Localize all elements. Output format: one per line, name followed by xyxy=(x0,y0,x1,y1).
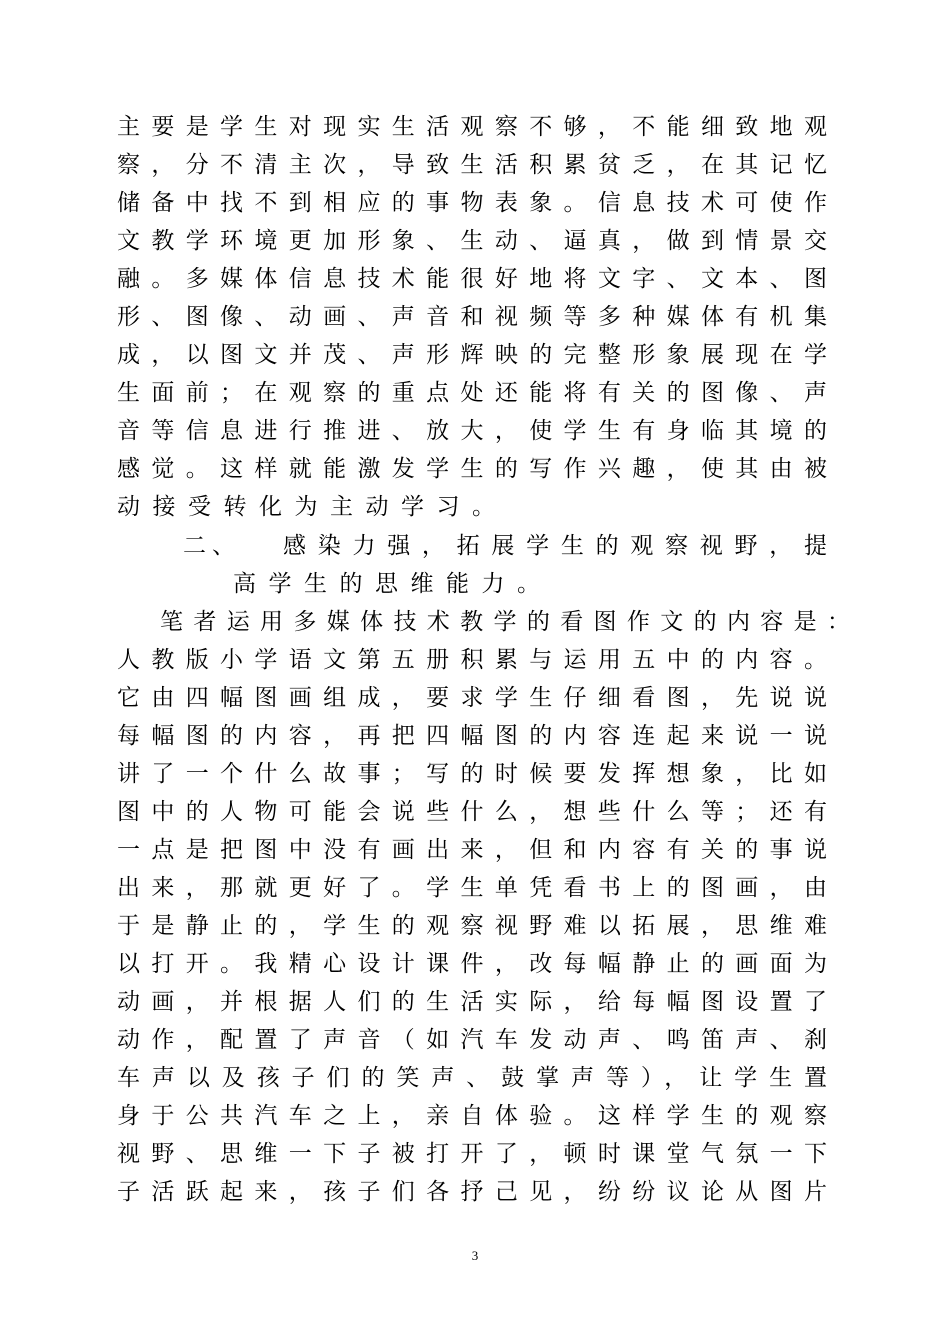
paragraph-line: 察，分不清主次，导致生活积累贫乏，在其记忆 xyxy=(117,152,827,178)
paragraph-line: 动接受转化为主动学习。 xyxy=(117,494,508,520)
paragraph-line: 人教版小学语文第五册积累与运用五中的内容。 xyxy=(117,647,827,673)
paragraph-line: 动画，并根据人们的生活实际，给每幅图设置了 xyxy=(117,989,827,1015)
paragraph-line: 图中的人物可能会说些什么，想些什么等；还有 xyxy=(117,799,827,825)
paragraph-line: 文教学环境更加形象、生动、逼真，做到情景交 xyxy=(117,228,827,254)
paragraph-line: 笔者运用多媒体技术教学的看图作文的内容是： xyxy=(160,609,850,635)
paragraph-line: 以打开。我精心设计课件，改每幅静止的画面为 xyxy=(117,951,827,977)
paragraph-line: 形、图像、动画、声音和视频等多种媒体有机集 xyxy=(117,304,827,330)
paragraph-line: 视野、思维一下子被打开了，顿时课堂气氛一下 xyxy=(117,1141,827,1167)
paragraph-line: 子活跃起来，孩子们各抒己见，纷纷议论从图片 xyxy=(117,1179,827,1205)
paragraph-line: 主要是学生对现实生活观察不够，不能细致地观 xyxy=(117,114,827,140)
paragraph-line: 一点是把图中没有画出来，但和内容有关的事说 xyxy=(117,837,827,863)
paragraph-line: 融。多媒体信息技术能很好地将文字、文本、图 xyxy=(117,266,827,292)
section-heading-number: 二、 xyxy=(183,533,241,559)
section-heading-text: 感染力强，拓展学生的观察视野，提 xyxy=(283,533,827,559)
page-number: 3 xyxy=(471,1248,479,1263)
paragraph-line: 每幅图的内容，再把四幅图的内容连起来说一说 xyxy=(117,723,827,749)
paragraph-line: 车声以及孩子们的笑声、鼓掌声等），让学生置 xyxy=(117,1065,827,1091)
paragraph-line: 音等信息进行推进、放大，使学生有身临其境的 xyxy=(117,418,827,444)
paragraph-line: 出来，那就更好了。学生单凭看书上的图画，由 xyxy=(117,875,827,901)
paragraph-line: 储备中找不到相应的事物表象。信息技术可使作 xyxy=(117,190,827,216)
section-heading-continuation: 高学生的思维能力。 xyxy=(233,571,553,597)
paragraph-line: 讲了一个什么故事；写的时候要发挥想象，比如 xyxy=(117,761,827,787)
paragraph-line: 动作，配置了声音（如汽车发动声、鸣笛声、刹 xyxy=(117,1027,827,1053)
paragraph-line: 身于公共汽车之上，亲自体验。这样学生的观察 xyxy=(117,1103,827,1129)
paragraph-line: 于是静止的，学生的观察视野难以拓展，思维难 xyxy=(117,913,827,939)
paragraph-line: 生面前；在观察的重点处还能将有关的图像、声 xyxy=(117,380,827,406)
paragraph-line: 它由四幅图画组成，要求学生仔细看图，先说说 xyxy=(117,685,827,711)
paragraph-line: 感觉。这样就能激发学生的写作兴趣，使其由被 xyxy=(117,456,827,482)
paragraph-line: 成，以图文并茂、声形辉映的完整形象展现在学 xyxy=(117,342,827,368)
